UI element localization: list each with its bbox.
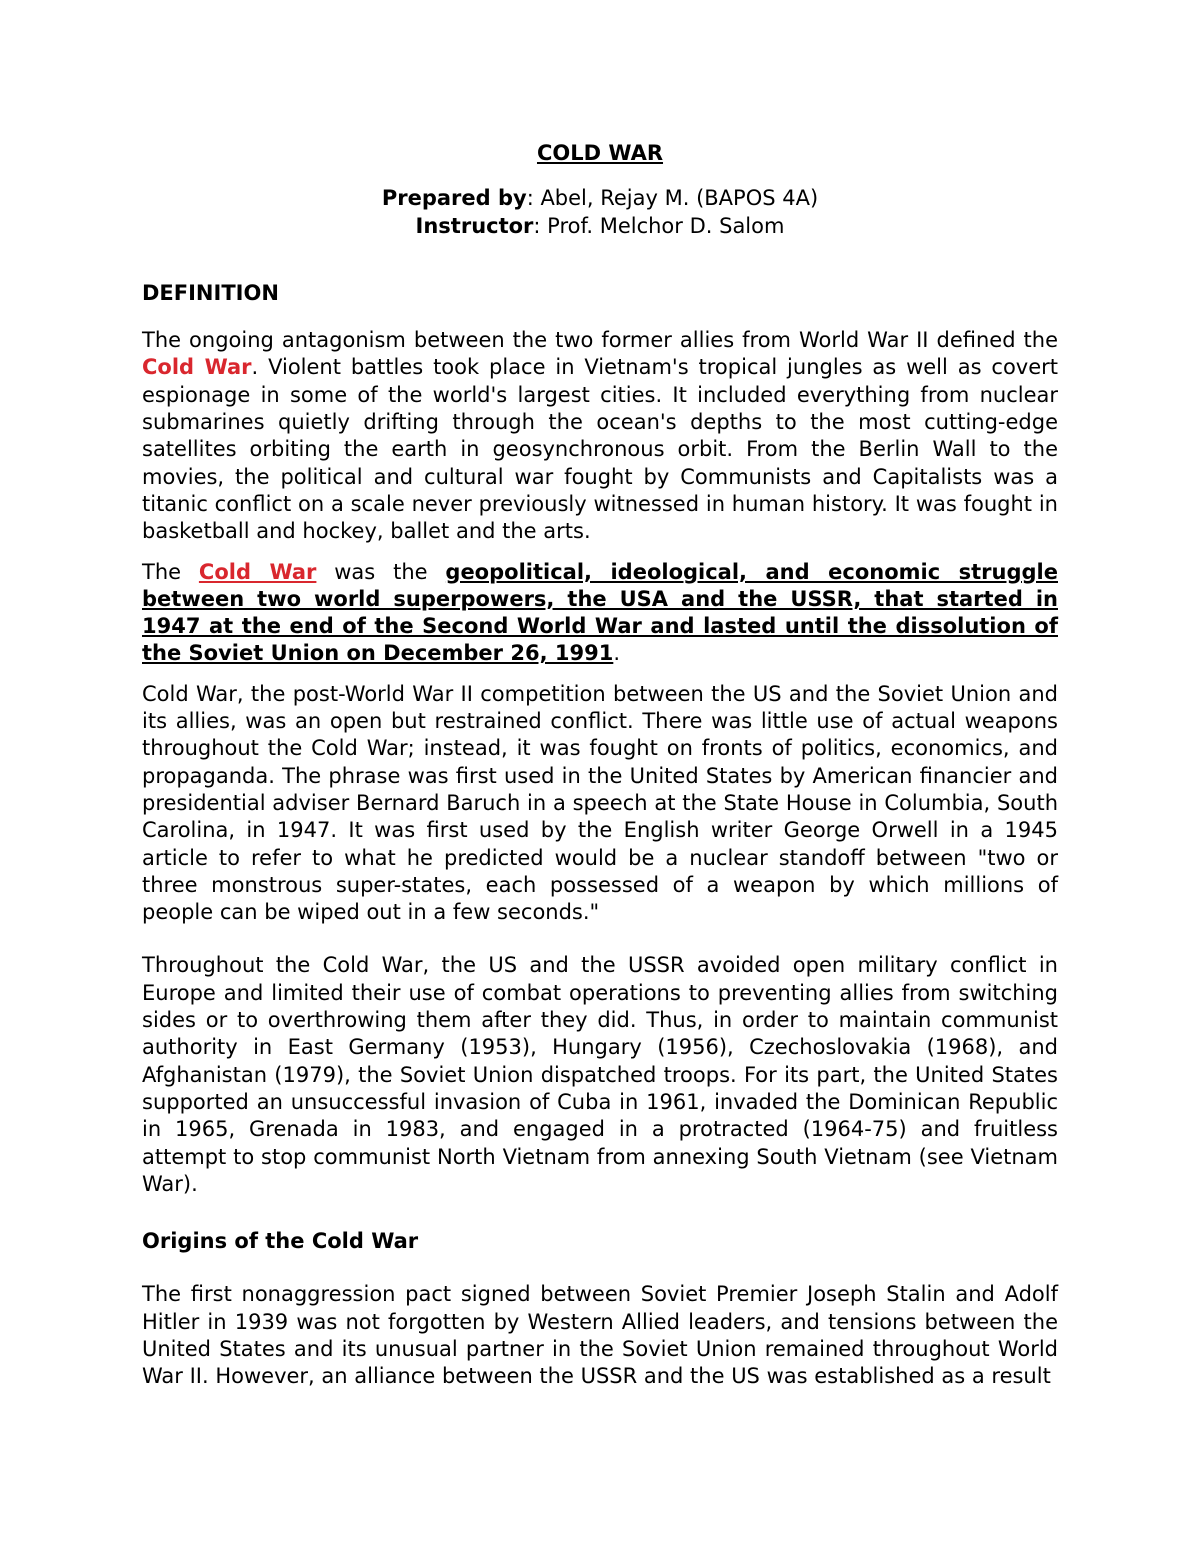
paragraph-4: Throughout the Cold War, the US and the USSR avoided open military conflict in Europe and limited their use of combat operations to preventing allies from switching sides or to overthrowing them after they did. Thus, in order to maintain communist authority in East Germany (1953), Hungary (1956), Czechoslovakia (1968), and Afghanistan (1979), the Soviet Union dispatched troops. For its part, the United States supported an unsuccessful invasion of Cuba in 1961, invaded the Dominican Republic in 1965, Grenada in 1983, and engaged in a protracted (1964-75) and fruitless attempt to stop communist North Vietnam from annexing South Vietnam (see Vietnam War). [142, 953, 1058, 1196]
p1-pre: The ongoing antagonism between the two former allies from World War II defined the [142, 328, 1058, 353]
p1-post: . Violent battles took place in Vietnam's tropical jungles as well as covert espionage in some of the world's largest cities. It included everything from nuclear submarines quietly drifting through the ocean's depths to the most cutting-edge satellites orbiting the earth in geosynchronous orbit. From the Berlin Wall to the movies, the political and cultural war fought by Communists and Capitalists was a titanic conflict on a scale never previously witnessed in human history. It was fought in basketball and hockey, ballet and the arts. [142, 355, 1059, 544]
p2-mid: was the [316, 559, 446, 584]
p2-emphasis: geopolitical, ideological, and economic struggle between two world superpowers, the USA and the USSR, that started in 1947 at the end of the Second World War and lasted until the dissolution of the Soviet Union on December 26, 1991 [142, 559, 1058, 666]
paragraph-5: The first nonaggression pact signed between Soviet Premier Joseph Stalin and Adolf Hitler in 1939 was not forgotten by Western Allied leaders, and tensions between the United States and its unusual partner in the Soviet Union remained throughout World War II. However, an alliance between the USSR and the US was established as a result [142, 1282, 1058, 1389]
p1-term: Cold War [142, 355, 252, 380]
p2-post: . [613, 641, 620, 666]
document-page [142, 140, 1058, 1391]
definition-heading: DEFINITION [142, 280, 279, 305]
paragraph-3: Cold War, the post-World War II competition between the US and the Soviet Union and its allies, was an open but restrained conflict. There was little use of actual weapons throughout the Cold War; instead, it was fought on fronts of politics, economics, and propaganda. The phrase was first used in the United States by American financier and presidential adviser Bernard Baruch in a speech at the State House in Columbia, South Carolina, in 1947. It was first used by the English writer George Orwell in a 1945 article to refer to what he predicted would be a nuclear standoff between "two or three monstrous super-states, each possessed of a weapon by which millions of people can be wiped out in a few seconds." [142, 681, 1058, 925]
prepared-by-label: Prepared by [381, 186, 527, 211]
prepared-by-value: : Abel, Rejay M. (BAPOS 4A) [526, 186, 819, 211]
origins-heading: Origins of the Cold War [142, 1229, 419, 1254]
instructor-line [142, 213, 1058, 240]
p2-pre: The [142, 559, 199, 584]
document-title: COLD WAR [536, 141, 664, 165]
instructor-label: Instructor [415, 213, 534, 238]
paragraph-2 [142, 559, 1058, 668]
prepared-by-line [142, 185, 1058, 212]
p2-term: Cold War [198, 559, 317, 584]
instructor-value: : Prof. Melchor D. Salom [533, 213, 785, 238]
paragraph-1 [142, 327, 1058, 545]
